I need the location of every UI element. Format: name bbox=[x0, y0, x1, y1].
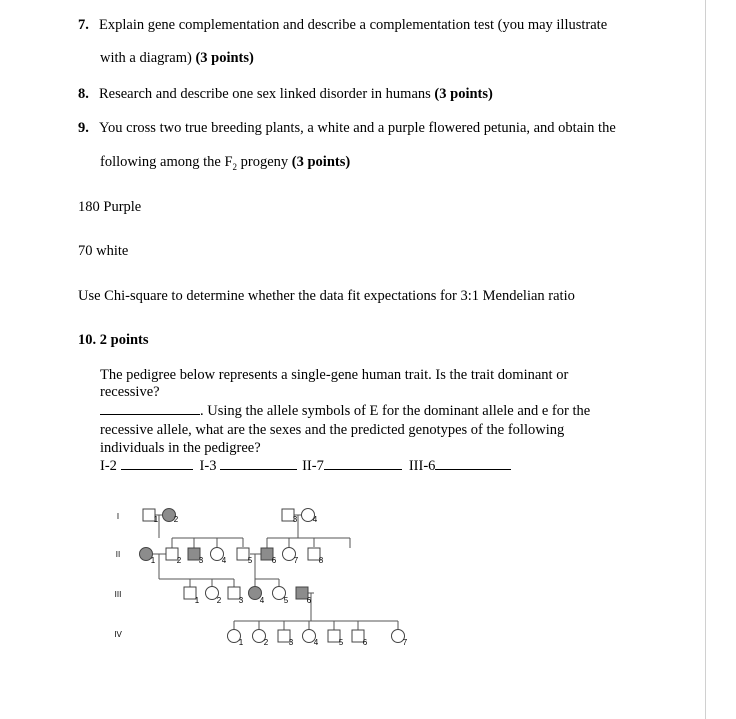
individual-number: 3 bbox=[292, 515, 298, 524]
question-number: 9. bbox=[78, 120, 89, 136]
q10-answer-line bbox=[100, 457, 511, 475]
label-II-7: II-7 bbox=[302, 458, 324, 474]
individual-number: 8 bbox=[318, 556, 324, 565]
question-text: Research and describe one sex linked disorder in humans bbox=[99, 86, 431, 102]
question-9-continued bbox=[100, 154, 350, 172]
subscript: 2 bbox=[232, 161, 238, 172]
individual-number: 7 bbox=[402, 638, 408, 647]
generation-label-I: I bbox=[116, 512, 120, 521]
answer-blank-I-2[interactable] bbox=[121, 457, 193, 470]
question-number: 8. bbox=[78, 86, 89, 102]
question-7 bbox=[78, 16, 607, 34]
question-text: with a diagram) bbox=[100, 50, 192, 66]
individual-number: 4 bbox=[221, 556, 227, 565]
generation-label-III: III bbox=[114, 590, 122, 599]
question-9 bbox=[78, 119, 616, 137]
individual-number: 6 bbox=[362, 638, 368, 647]
individual-number: 1 bbox=[238, 638, 244, 647]
individual-number: 4 bbox=[312, 515, 318, 524]
answer-blank-III-6[interactable] bbox=[435, 457, 511, 470]
individual-number: 4 bbox=[313, 638, 319, 647]
individual-number: 6 bbox=[271, 556, 277, 565]
answer-blank-I-3[interactable] bbox=[220, 457, 297, 470]
purple-count: 180 Purple bbox=[78, 199, 142, 215]
pedigree-lines bbox=[152, 515, 398, 631]
individual-number: 5 bbox=[247, 556, 253, 565]
label-III-6: III-6 bbox=[408, 458, 436, 474]
individual-number: 3 bbox=[288, 638, 294, 647]
question-text: progeny bbox=[240, 154, 289, 170]
individual-number: 5 bbox=[283, 596, 289, 605]
question-7-continued bbox=[100, 50, 254, 67]
answer-blank[interactable] bbox=[100, 402, 200, 415]
pedigree-chart bbox=[100, 495, 430, 660]
individual-number: 1 bbox=[194, 596, 200, 605]
question-text: following among the F bbox=[100, 154, 233, 170]
q10-line-1: The pedigree below represents a single-gene human trait. Is the trait dominant or bbox=[100, 367, 569, 383]
generation-label-IV: IV bbox=[114, 630, 122, 639]
individual-number: 2 bbox=[176, 556, 182, 565]
label-I-2: I-2 bbox=[100, 458, 117, 474]
answer-blank-II-7[interactable] bbox=[324, 457, 402, 470]
white-count: 70 white bbox=[78, 243, 129, 259]
individual-number: 2 bbox=[216, 596, 222, 605]
individual-number: 1 bbox=[150, 556, 156, 565]
individual-number: 1 bbox=[153, 515, 159, 524]
individual-number: 6 bbox=[306, 596, 312, 605]
question-points: (3 points) bbox=[291, 154, 351, 170]
q10-line-3-text: . Using the allele symbols of E for the dominant allele and e for the bbox=[200, 403, 591, 419]
question-text: Explain gene complementation and describe a complementation test (you may illustrate bbox=[99, 17, 608, 33]
generation-labels bbox=[114, 512, 122, 639]
individual-number: 3 bbox=[198, 556, 204, 565]
label-I-3: I-3 bbox=[199, 458, 217, 474]
q10-line-3 bbox=[100, 402, 590, 420]
individual-number: 2 bbox=[173, 515, 179, 524]
q10-line-4: recessive allele, what are the sexes and the predicted genotypes of the following bbox=[100, 422, 565, 438]
pedigree-symbols bbox=[140, 509, 408, 648]
individual-number: 4 bbox=[259, 596, 265, 605]
page-right-edge bbox=[705, 0, 706, 719]
generation-label-II: II bbox=[115, 550, 121, 559]
individual-number: 3 bbox=[238, 596, 244, 605]
question-number: 7. bbox=[78, 17, 89, 33]
question-points: (3 points) bbox=[195, 50, 254, 66]
individual-number: 5 bbox=[338, 638, 344, 647]
individual-number: 7 bbox=[293, 556, 299, 565]
chi-square-instruction: Use Chi-square to determine whether the data fit expectations for 3:1 Mendelian ratio bbox=[78, 288, 575, 304]
q10-line-2: recessive? bbox=[100, 384, 160, 400]
question-text: You cross two true breeding plants, a white and a purple flowered petunia, and obtain the bbox=[99, 120, 616, 136]
question-8 bbox=[78, 85, 493, 103]
question-10-heading: 10. 2 points bbox=[78, 332, 149, 348]
individual-number: 2 bbox=[263, 638, 269, 647]
q10-line-5: individuals in the pedigree? bbox=[100, 440, 261, 456]
question-points: (3 points) bbox=[434, 86, 493, 102]
